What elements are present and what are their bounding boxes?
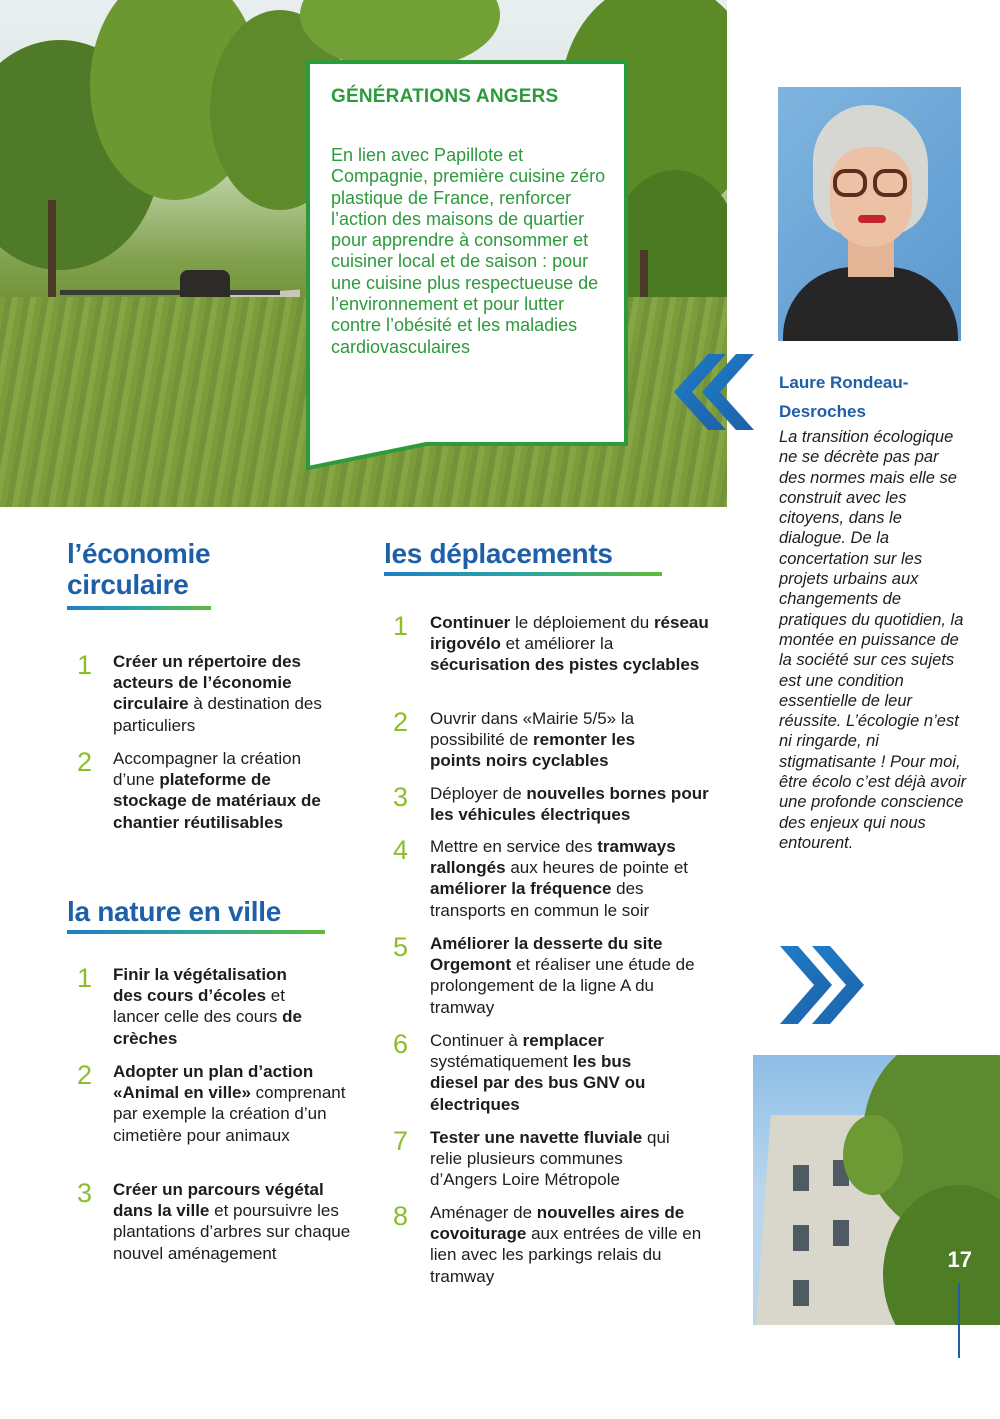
item-number: 6 <box>393 1029 409 1059</box>
quote-text: La transition écologique ne se décrète pas par des normes mais elle se construit avec les citoyens, dans le dialogue. De la concertation sur les projets urbains aux changements de pratiques du quotidien, la montée en puissance de la société sur ces sujets est une condition essentielle de leur réussite. L’écologie n’est ni ringarde, ni stigmatisante ! Pour moi, être écolo c’est déjà avoir une profonde conscience des enjeux qui nous entourent. <box>779 428 967 852</box>
text: comprenant par exemple la création d’un cimetière pour animaux <box>113 1083 346 1145</box>
callout-title: GÉNÉRATIONS ANGERS <box>331 86 559 107</box>
item-text <box>430 933 712 1018</box>
bold-text: nouvelles bornes pour les véhicules électriques <box>430 784 709 825</box>
item-number: 1 <box>393 611 409 641</box>
text: aux entrées de ville en lien avec les parkings relais du tramway <box>430 1224 702 1286</box>
bold-text: améliorer la fréquence <box>430 879 612 899</box>
bold-text: Finir la végétalisation des cours d’écoles <box>113 965 287 1006</box>
chevron-right-icon <box>778 944 868 1026</box>
bold-text: de crèches <box>113 1007 302 1048</box>
chevron-left-icon <box>664 352 756 432</box>
text: le déploiement du <box>510 613 654 632</box>
text: et poursuivre les plantations d’arbres sur chaque nouvel aménagement <box>113 1201 351 1263</box>
bold-text: plateforme de stockage de matériaux de chantier réutilisables <box>113 770 321 832</box>
item-number: 1 <box>77 650 93 680</box>
item-number: 4 <box>393 835 409 865</box>
bold-text: réseau irigovélo <box>430 613 709 654</box>
item-number: 1 <box>77 963 93 993</box>
item-text <box>113 1179 353 1264</box>
text: systématiquement <box>430 1052 573 1072</box>
text: à destination des particuliers <box>113 694 322 735</box>
text: des transports en commun le soir <box>430 879 650 920</box>
item-text <box>430 1202 712 1287</box>
section-title-economie: l’économie circulaire <box>67 538 211 600</box>
building-photo <box>753 1055 1000 1325</box>
text: aux heures de pointe et <box>505 858 689 878</box>
text: et améliorer la <box>500 634 614 654</box>
text: Accompagner la création d’une <box>113 749 302 790</box>
item-text <box>113 651 333 736</box>
item-text <box>430 1030 670 1115</box>
bold-text: remplacer <box>522 1031 604 1050</box>
item-number: 2 <box>77 1060 93 1090</box>
item-number: 8 <box>393 1201 409 1231</box>
bold-text: Adopter un plan d’action «Animal en ville» <box>113 1062 314 1103</box>
text: Ouvrir dans «Mairie 5/5» la possibilité de <box>430 709 635 750</box>
text: Aménager de <box>430 1203 537 1222</box>
item-text <box>430 783 710 825</box>
text: et lancer celle des cours <box>113 986 285 1027</box>
bold-text: les bus diesel par des bus GNV ou électriques <box>430 1052 646 1114</box>
bold-text: Créer un parcours végétal dans la ville <box>113 1180 324 1221</box>
section-underline <box>384 572 662 576</box>
section-underline <box>67 606 211 610</box>
item-text <box>430 836 712 921</box>
item-text <box>430 1127 692 1191</box>
item-text <box>113 1061 353 1146</box>
item-number: 2 <box>77 747 93 777</box>
item-number: 2 <box>393 707 409 737</box>
item-text <box>113 964 318 1049</box>
bold-text: tramways rallongés <box>430 837 676 878</box>
item-text <box>430 708 660 772</box>
callout-box <box>306 60 628 470</box>
bold-text: Créer un répertoire des acteurs de l’économie circulaire <box>113 652 302 714</box>
item-number: 3 <box>393 782 409 812</box>
text: Continuer à <box>430 1031 523 1050</box>
item-number: 7 <box>393 1126 409 1156</box>
item-text <box>113 748 338 833</box>
bold-text: Continuer <box>430 613 511 632</box>
bold-text: nouvelles aires de covoiturage <box>430 1203 685 1244</box>
item-text <box>430 612 712 676</box>
bold-text: sécurisation des pistes cyclables <box>430 655 700 675</box>
bold-text: remonter les points noirs cyclables <box>430 730 636 771</box>
item-number: 5 <box>393 932 409 962</box>
bold-text: Améliorer la desserte du site Orgemont <box>430 934 663 975</box>
section-title-nature: la nature en ville <box>67 896 282 927</box>
text: Mettre en service des <box>430 837 598 856</box>
section-title-deplacements: les déplacements <box>384 538 613 569</box>
page-marker-line <box>958 1283 960 1358</box>
callout-body: En lien avec Papillote et Compagnie, première cuisine zéro plastique de France, renforcer l’action des maisons de quartier pour apprendre à consommer et cuisiner local et de saison : pour une cuisine plus respectueuse de l’environnement et pour lutter contre l’obésité et les maladies cardiovasculaires <box>331 145 606 357</box>
quote-author: Laure Rondeau-Desroches <box>779 373 909 421</box>
bold-text: Tester une navette fluviale <box>430 1128 643 1147</box>
portrait-photo <box>778 87 961 341</box>
item-number: 3 <box>77 1178 93 1208</box>
section-underline <box>67 930 325 934</box>
text: et réaliser une étude de prolongement de la ligne A du tramway <box>430 955 695 1017</box>
page-number: 17 <box>947 1247 972 1272</box>
text: qui relie plusieurs communes d’Angers Loire Métropole <box>430 1128 670 1190</box>
text: Déployer de <box>430 784 527 803</box>
